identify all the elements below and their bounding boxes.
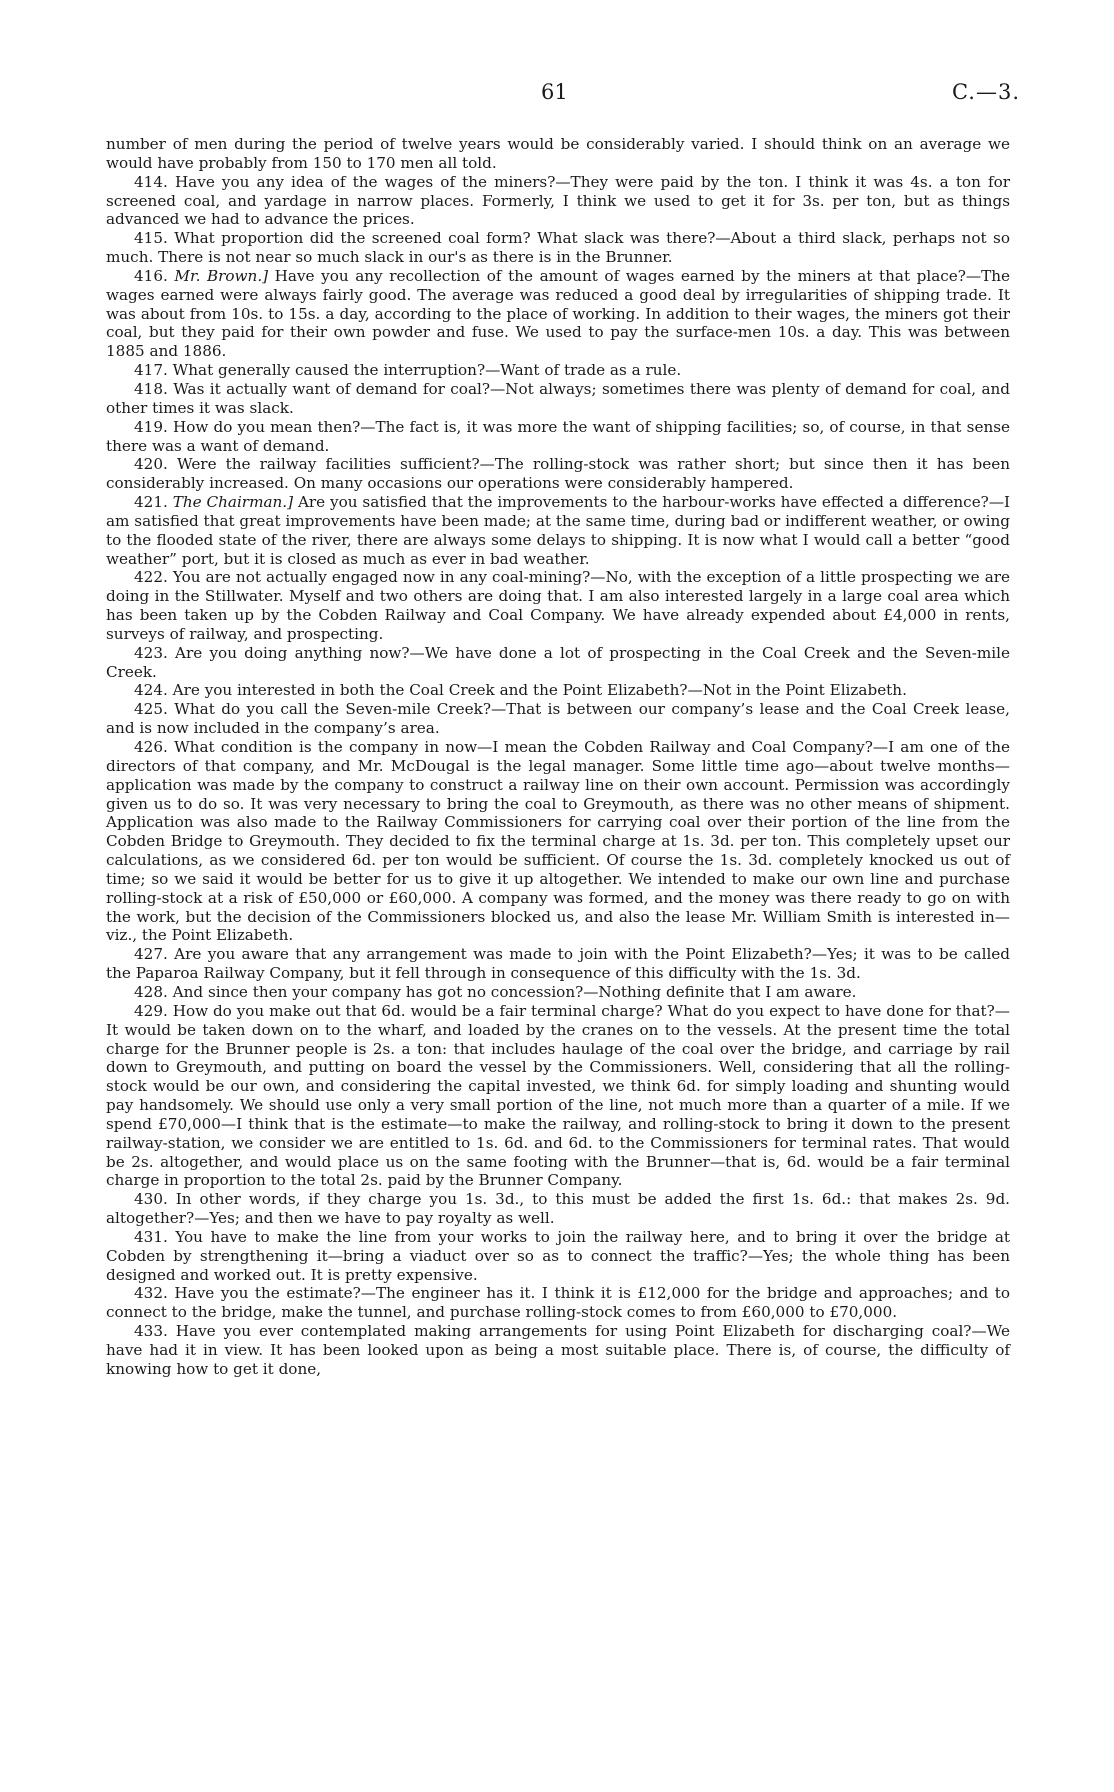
paragraph-text: Are you interested in both the Coal Creek and the Point Elizabeth?—Not in the Point Elizabeth. [172,681,907,700]
paragraph-text: How do you make out that 6d. would be a fair terminal charge? What do you expect to have done for that?—It would be taken down on to the wharf, and loaded by the cranes on to the vessels. At the present time the total charge for the Brunner people is 2s. a ton: that includes haulage of the coal over the bridge, and carriage by rail down to Greymouth, and putting on board the vessel by the Commissioners. Well, considering that all the rolling-stock would be our own, and considering the capital invested, we think 6d. for simply loading and shunting would pay handsomely. We should use only a very small portion of the line, not much more than a quarter of a mile. If we spend £70,000—I think that is the estimate—to make the railway, and rolling-stock to bring it down to the present railway-station, we consider we are entitled to 1s. 6d. and 6d. to the Commissioners for terminal rates. That would be 2s. altogether, and would place us on the same footing with the Brunner—that is, 6d. would be a fair terminal charge in proportion to the total 2s. paid by the Brunner Company. [106,1001,1010,1190]
testimony-paragraph [106,418,1010,456]
testimony-paragraph [106,644,1010,682]
question-number: 421. [134,493,168,512]
page-header [0,80,1114,110]
testimony-paragraph [106,1190,1010,1228]
question-number: 417. [134,361,168,380]
paragraph-text: What condition is the company in now—I mean the Cobden Railway and Coal Company?—I am one of the directors of that company, and Mr. McDougal is the legal manager. Some little time ago—about twelve months—application was made by the company to construct a railway line on their own account. Permission was accordingly given us to do so. It was very necessary to bring the coal to Greymouth, as there was no other means of shipment. Application was also made to the Railway Commissioners for carrying coal over their portion of the line from the Cobden Bridge to Greymouth. They decided to fix the terminal charge at 1s. 3d. per ton. This completely upset our calculations, as we considered 6d. per ton would be sufficient. Of course the 1s. 3d. completely knocked us out of time; so we said it would be better for us to give it up altogether. We intended to make our own line and purchase rolling-stock at a risk of £50,000 or £60,000. A company was formed, and the money was there ready to go on with the work, but the decision of the Commissioners blocked us, and also the lease Mr. William Smith is interested in—viz., the Point Elizabeth. [106,738,1010,945]
question-number: 427. [134,945,168,964]
testimony-paragraph [106,1002,1010,1190]
speaker-attribution: The Chairman.] [172,493,294,512]
testimony-paragraph [106,229,1010,267]
paragraph-text: What do you call the Seven-mile Creek?—That is between our company’s lease and the Coal Creek lease, and is now included in the company’s area. [106,700,1010,738]
question-number: 419. [134,417,168,436]
question-number: 423. [134,643,168,662]
testimony-paragraph [106,983,1010,1002]
paragraph-text: What proportion did the screened coal form? What slack was there?—About a third slack, perhaps not so much. There is not near so much slack in our's as there is in the Brunner. [106,229,1010,267]
page-number: 61 [541,80,568,104]
question-number: 433. [134,1322,168,1341]
paragraph-text: Have you ever contemplated making arrangements for using Point Elizabeth for discharging coal?—We have had it in view. It has been looked upon as being a most suitable place. There is, of course, the difficulty of knowing how to get it done, [106,1322,1010,1378]
testimony-paragraph [106,681,1010,700]
question-number: 416. [134,266,168,285]
testimony-paragraph [106,135,1010,173]
question-number: 422. [134,568,168,587]
testimony-paragraph [106,361,1010,380]
paragraph-text: What generally caused the interruption?—Want of trade as a rule. [172,361,682,380]
question-number: 420. [134,455,168,474]
document-body [106,135,1010,1379]
testimony-paragraph [106,700,1010,738]
paragraph-text: In other words, if they charge you 1s. 3d., to this must be added the first 1s. 6d.: that makes 2s. 9d. altogether?—Yes; and then we have to pay royalty as well. [106,1190,1011,1228]
speaker-attribution: Mr. Brown.] [174,266,269,285]
question-number: 414. [134,172,168,191]
paragraph-text: Were the railway facilities sufficient?—The rolling-stock was rather short; but since then it has been considerably increased. On many occasions our operations were considerably hampered. [106,455,1011,493]
question-number: 429. [134,1001,168,1020]
paragraph-text: You have to make the line from your works to join the railway here, and to bring it over the bridge at Cobden by strengthening it—bring a viaduct over so as to connect the traffic?—Yes; the whole thing has been designed and worked out. It is pretty expensive. [106,1227,1011,1284]
question-number: 415. [134,229,168,248]
testimony-paragraph [106,1228,1010,1285]
paragraph-text: Have you any idea of the wages of the miners?—They were paid by the ton. I think it was 4s. a ton for screened coal, and yardage in narrow places. Formerly, I think we used to get it for 3s. per ton, but as things advanced we had to advance the prices. [106,172,1010,229]
testimony-paragraph [106,173,1010,230]
testimony-paragraph [106,1322,1010,1379]
paragraph-text: Are you satisfied that the improvements to the harbour-works have effected a difference?—I am satisfied that great improvements have been made; at the same time, during bad or indifferent weather, or owing to the flooded state of the river, there are always some delays to shipping. It is now what I would call a better “good weather” port, but it is closed as much as ever in bad weather. [106,493,1011,568]
testimony-paragraph [106,380,1010,418]
testimony-paragraph [106,493,1010,568]
testimony-paragraph [106,945,1010,983]
testimony-paragraph [106,568,1010,643]
question-number: 426. [134,738,168,756]
question-number: 425. [134,700,168,719]
question-number: 431. [134,1227,168,1246]
paragraph-text: And since then your company has got no concession?—Nothing definite that I am aware. [172,982,857,1001]
paragraph-text: Are you doing anything now?—We have done a lot of prospecting in the Coal Creek and the Seven-mile Creek. [106,643,1011,681]
question-number: 418. [134,379,168,398]
question-number: 428. [134,982,168,1001]
testimony-paragraph [106,738,1010,945]
question-number: 430. [134,1190,168,1209]
section-reference: C.—3. [951,80,1020,104]
testimony-paragraph [106,267,1010,361]
testimony-paragraph [106,1284,1010,1322]
paragraph-text: You are not actually engaged now in any coal-mining?—No, with the exception of a little prospecting we are doing in the Stillwater. Myself and two others are doing that. I am also interested largely in a large coal area which has been taken up by the Cobden Railway and Coal Company. We have already expended about £4,000 in rents, surveys of railway, and prospecting. [106,568,1010,643]
paragraph-text: Was it actually want of demand for coal?—Not always; sometimes there was plenty of demand for coal, and other times it was slack. [106,379,1011,417]
question-number: 424. [134,681,168,700]
paragraph-text: number of men during the period of twelve years would be considerably varied. I should think on an average we would have probably from 150 to 170 men all told. [106,135,1010,172]
question-number: 432. [134,1284,168,1303]
testimony-paragraph [106,455,1010,493]
paragraph-text: Are you aware that any arrangement was made to join with the Point Elizabeth?—Yes; it was to be called the Paparoa Railway Company, but it fell through in consequence of this difficulty with the 1s. 3d. [106,945,1011,983]
paragraph-text: How do you mean then?—The fact is, it was more the want of shipping facilities; so, of course, in that sense there was a want of demand. [106,417,1011,455]
paragraph-text: Have you any recollection of the amount of wages earned by the miners at that place?—The wages earned were always fairly good. The average was reduced a good deal by irregularities of shipping trade. It was about from 10s. to 15s. a day, according to the place of working. In addition to their wages, the miners got their coal, but they paid for their own powder and fuse. We used to pay the surface-men 10s. a day. This was between 1885 and 1886. [106,266,1011,361]
paragraph-text: Have you the estimate?—The engineer has it. I think it is £12,000 for the bridge and approaches; and to connect to the bridge, make the tunnel, and purchase rolling-stock comes to from £60,000 to £70,000. [106,1284,1011,1322]
